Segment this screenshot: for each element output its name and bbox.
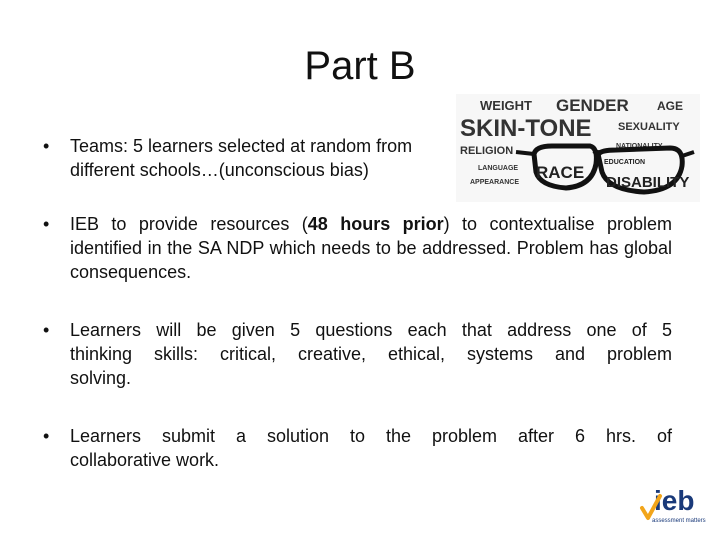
bias-word-weight: WEIGHT [480,98,532,113]
bias-word-nationality: NATIONALITY [616,143,663,150]
bias-word-skin-tone: SKIN-TONE [460,115,592,142]
bias-word-education: EDUCATION [604,159,646,166]
bullet-text-post: ) to contextualise problem identified in the SA NDP which needs to be addressed. Problem has global consequences. [70,214,672,282]
bias-word-language: LANGUAGE [478,165,519,172]
bias-word-race: RACE [536,163,585,182]
slide-title: Part B [304,44,416,88]
logo-text: ieb [654,485,695,516]
unconscious-bias-image [456,94,700,202]
bullet-submit [43,424,672,472]
bullet-dot: • [43,320,50,340]
logo-tagline: assessment matters [652,518,706,524]
bullet-dot: • [43,136,50,156]
bullet-text-pre: IEB to provide resources ( [70,214,308,234]
bullet-line: Learners submit a solution to the problem after 6 hrs. of [70,426,672,446]
bullet-line: collaborative work. [70,450,220,470]
bullet-dot: • [43,214,50,234]
bullet-resources [43,212,672,284]
bullet-text: Teams: 5 learners selected at random from different schools…(unconscious bias) [70,136,413,180]
bias-word-age: AGE [657,99,684,113]
bias-word-sexuality: SEXUALITY [618,121,680,133]
ieb-logo [638,482,708,528]
bullet-line: solving. [70,368,132,388]
bullet-text-bold: 48 hours prior [307,214,444,234]
bullet-line: Learners will be given 5 questions each that address one of 5 [70,320,672,340]
bias-word-appearance: APPEARANCE [470,179,520,186]
bullet-questions [43,318,672,390]
bullet-line: thinking skills: critical, creative, ethical, systems and problem [70,344,672,364]
bias-word-gender: GENDER [556,96,629,115]
bias-word-religion: RELIGION [460,145,514,157]
bullet-teams [43,134,460,182]
bullet-dot: • [43,426,50,446]
bias-word-disability: DISABILITY [606,174,690,191]
